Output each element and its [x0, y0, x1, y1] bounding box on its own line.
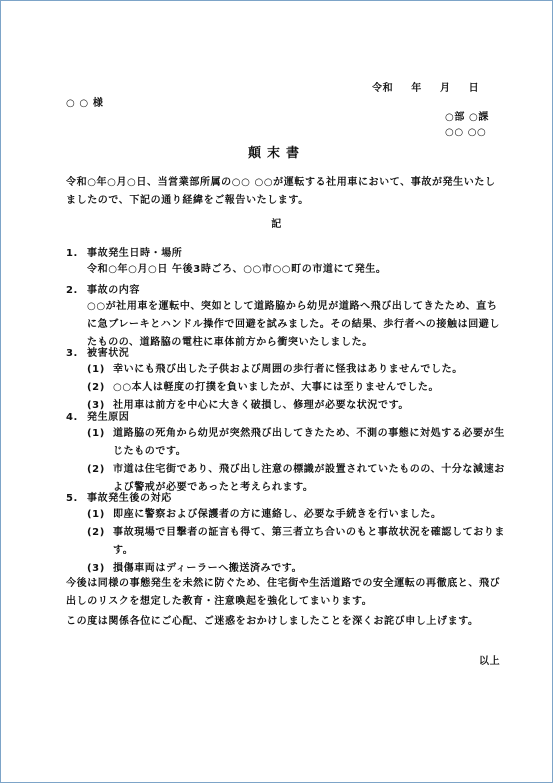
section-number: 5.: [66, 493, 78, 504]
item-number: (1): [87, 364, 105, 375]
document-title: 顛末書: [247, 146, 305, 161]
item-number: (3): [87, 400, 105, 411]
section-4: [66, 410, 506, 497]
item-number: (2): [87, 382, 105, 393]
addressee: ○ ○ 様: [66, 98, 104, 109]
section-number: 1.: [66, 248, 78, 259]
list-item: [87, 379, 506, 397]
closing-paragraph-2: この度は関係各位にご心配、ご迷惑をおかけしましたことを深くお詫び申し上げます。: [66, 616, 479, 627]
item-text: 事故現場で目撃者の証言も得て、第三者立ち合いのもと事故状況を確認しております。: [113, 527, 505, 556]
item-number: (1): [87, 428, 105, 439]
item-text: 社用車は前方を中心に大きく破損し、修理が必要な状況です。: [113, 400, 409, 411]
list-item: [87, 425, 506, 461]
section-2: [66, 283, 506, 352]
ki-marker: 記: [271, 219, 282, 230]
intro-paragraph: 令和○年○月○日、当営業部所属の○○ ○○が運転する社用車において、事故が発生いたしましたので、下記の通り経緯をご報告いたします。: [66, 177, 496, 206]
section-number: 2.: [66, 285, 78, 296]
section-heading: 事故発生日時・場所: [87, 248, 183, 259]
section-body: ○○が社用車を運転中、突如として道路脇から幼児が道路へ飛び出してきたため、直ちに急ブレーキとハンドル操作で回避を試みました。その結果、歩行者への接触は回避したものの、道路脇の電柱に車体前方から衝突いたしました。: [87, 301, 500, 348]
closing-paragraph-1: 今後は同様の事態発生を未然に防ぐため、住宅街や生活道路での安全運転の再徹底と、飛び出しのリスクを想定した教育・注意喚起を強化してまいります。: [66, 578, 501, 607]
item-text: 幸いにも飛び出した子供および周囲の歩行者に怪我はありませんでした。: [113, 364, 463, 375]
item-number: (3): [87, 563, 105, 574]
item-text: 市道は住宅街であり、飛び出し注意の標識が設置されていたものの、十分な減速および警戒が必要であったと考えられます。: [113, 464, 505, 493]
item-text: 道路脇の死角から幼児が突然飛び出してきたため、不測の事態に対処する必要が生じたものです。: [113, 428, 505, 457]
section-5: [66, 491, 506, 578]
section-heading: 発生原因: [87, 412, 130, 423]
list-item: [87, 524, 506, 560]
section-number: 4.: [66, 412, 78, 423]
item-number: (2): [87, 464, 105, 475]
item-text: 損傷車両はディーラーへ搬送済みです。: [113, 563, 303, 574]
section-heading: 事故発生後の対応: [87, 493, 172, 504]
item-number: (2): [87, 527, 105, 538]
section-heading: 事故の内容: [87, 285, 140, 296]
ijo-marker: 以上: [479, 656, 501, 667]
section-3: [66, 346, 506, 415]
section-body: 令和○年○月○日 午後3時ごろ、○○市○○町の市道にて発生。: [87, 264, 387, 275]
item-text: 即座に警察および保護者の方に連絡し、必要な手続きを行いました。: [113, 509, 442, 520]
item-text: ○○本人は軽度の打撲を負いましたが、大事には至りませんでした。: [113, 382, 440, 393]
section-number: 3.: [66, 348, 78, 359]
item-number: (1): [87, 509, 105, 520]
section-heading: 被害状況: [87, 348, 130, 359]
section-1: [66, 246, 506, 279]
sender-name: ○○ ○○: [445, 127, 487, 138]
list-item: [87, 506, 506, 524]
sender-department: ○部 ○課: [445, 112, 489, 123]
list-item: [87, 361, 506, 379]
document-date: 令和 年 月 日: [372, 83, 480, 94]
